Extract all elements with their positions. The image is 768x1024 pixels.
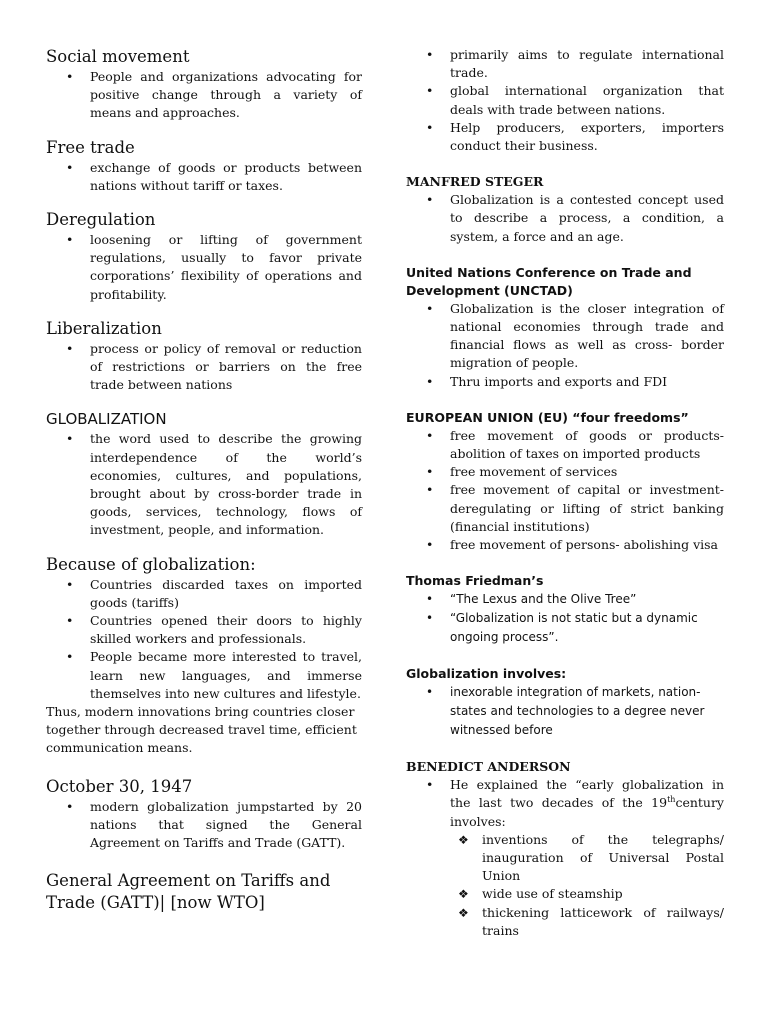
social-movement-list: [46, 68, 362, 123]
heading-free-trade: Free trade: [46, 137, 135, 157]
right-column: [406, 46, 724, 940]
liberalization-list: [46, 340, 362, 395]
free-trade-list: [46, 159, 362, 195]
list-item: • Globalization is a contested concept used to describe a process, a condition, a system, a force and an age.: [406, 191, 724, 246]
list-item: • free movement of capital or investment- deregulating or lifting of strict banking (financial institutions): [406, 481, 724, 536]
list-item: • Countries opened their doors to highly skilled workers and professionals.: [46, 612, 362, 648]
heading-thomas-friedman: Thomas Friedman’s: [406, 573, 544, 589]
list-item: ❖ inventions of the telegraphs/ inauguration of Universal Postal Union: [458, 831, 724, 886]
heading-globalization-involves: Globalization involves:: [406, 666, 567, 682]
deregulation-list: [46, 231, 362, 304]
heading-manfred-steger: MANFRED STEGER: [406, 174, 544, 190]
unctad-list: [406, 300, 724, 391]
list-item: • People became more interested to travel, learn new languages, and immerse themselves into new cultures and lifestyle.: [46, 648, 362, 703]
list-item: • Help producers, exporters, importers conduct their business.: [406, 119, 724, 155]
anderson-list: [406, 776, 724, 831]
because-paragraph: Thus, modern innovations bring countries closer together through decreased travel time, efficient communication means.: [46, 704, 357, 756]
list-item: • loosening or lifting of government regulations, usually to favor private corporations’ flexibility of operations and profitability.: [46, 231, 362, 304]
list-item: • primarily aims to regulate international trade.: [406, 46, 724, 82]
list-item: [406, 776, 724, 831]
list-item: • the word used to describe the growing interdependence of the world’s economies, cultures, and populations, brought about by cross-border trade in goods, services, technology, flows of investment, people, and information.: [46, 430, 362, 539]
list-item: • Thru imports and exports and FDI: [406, 373, 724, 391]
friedman-list: [406, 590, 724, 647]
heading-unctad: United Nations Conference on Trade and Development (UNCTAD): [406, 264, 692, 298]
involves-list: [406, 683, 724, 740]
anderson-text-pre: He explained the “early globalization in the last two decades of the 19: [450, 777, 724, 811]
eu-list: [406, 427, 724, 554]
october-1947-list: [46, 798, 362, 853]
list-item: ❖ wide use of steamship: [458, 885, 724, 903]
anderson-sublist: [458, 831, 724, 940]
list-item: • exchange of goods or products between nations without tariff or taxes.: [46, 159, 362, 195]
list-item: ❖ thickening latticework of railways/ trains: [458, 904, 724, 940]
list-item: • People and organizations advocating for positive change through a variety of means and approaches.: [46, 68, 362, 123]
heading-liberalization: Liberalization: [46, 318, 162, 338]
because-list: [46, 576, 362, 703]
list-item: • “Globalization is not static but a dynamic ongoing process”.: [406, 609, 724, 647]
heading-because-of-globalization: Because of globalization:: [46, 554, 256, 574]
left-column: [46, 46, 362, 914]
list-item: • modern globalization jumpstarted by 20 nations that signed the General Agreement on Tariffs and Trade (GATT).: [46, 798, 362, 853]
list-item: • free movement of persons- abolishing visa: [406, 536, 724, 554]
list-item: • free movement of services: [406, 463, 724, 481]
heading-benedict-anderson: BENEDICT ANDERSON: [406, 759, 571, 775]
list-item: • Countries discarded taxes on imported goods (tariffs): [46, 576, 362, 612]
heading-social-movement: Social movement: [46, 47, 190, 66]
steger-list: [406, 191, 724, 246]
list-item: • global international organization that deals with trade between nations.: [406, 82, 724, 118]
heading-globalization: GLOBALIZATION: [46, 410, 167, 429]
heading-european-union: EUROPEAN UNION (EU) “four freedoms”: [406, 409, 689, 425]
list-item: • Globalization is the closer integration of national economies through trade and financial flows as well as cross- border migration of people.: [406, 300, 724, 373]
anderson-superscript: th: [667, 795, 676, 805]
anderson-text-post: century involves:: [450, 795, 724, 829]
wto-list: [406, 46, 724, 155]
globalization-list: [46, 430, 362, 539]
list-item: • “The Lexus and the Olive Tree”: [406, 590, 724, 609]
heading-october-1947: October 30, 1947: [46, 776, 193, 796]
heading-deregulation: Deregulation: [46, 210, 156, 230]
list-item: • process or policy of removal or reduction of restrictions or barriers on the free trade between nations: [46, 340, 362, 395]
list-item: • free movement of goods or products- abolition of taxes on imported products: [406, 427, 724, 463]
heading-gatt: General Agreement on Tariffs and Trade (GATT)| [now WTO]: [46, 871, 331, 913]
list-item: • inexorable integration of markets, nation-states and technologies to a degree never witnessed before: [406, 683, 724, 740]
